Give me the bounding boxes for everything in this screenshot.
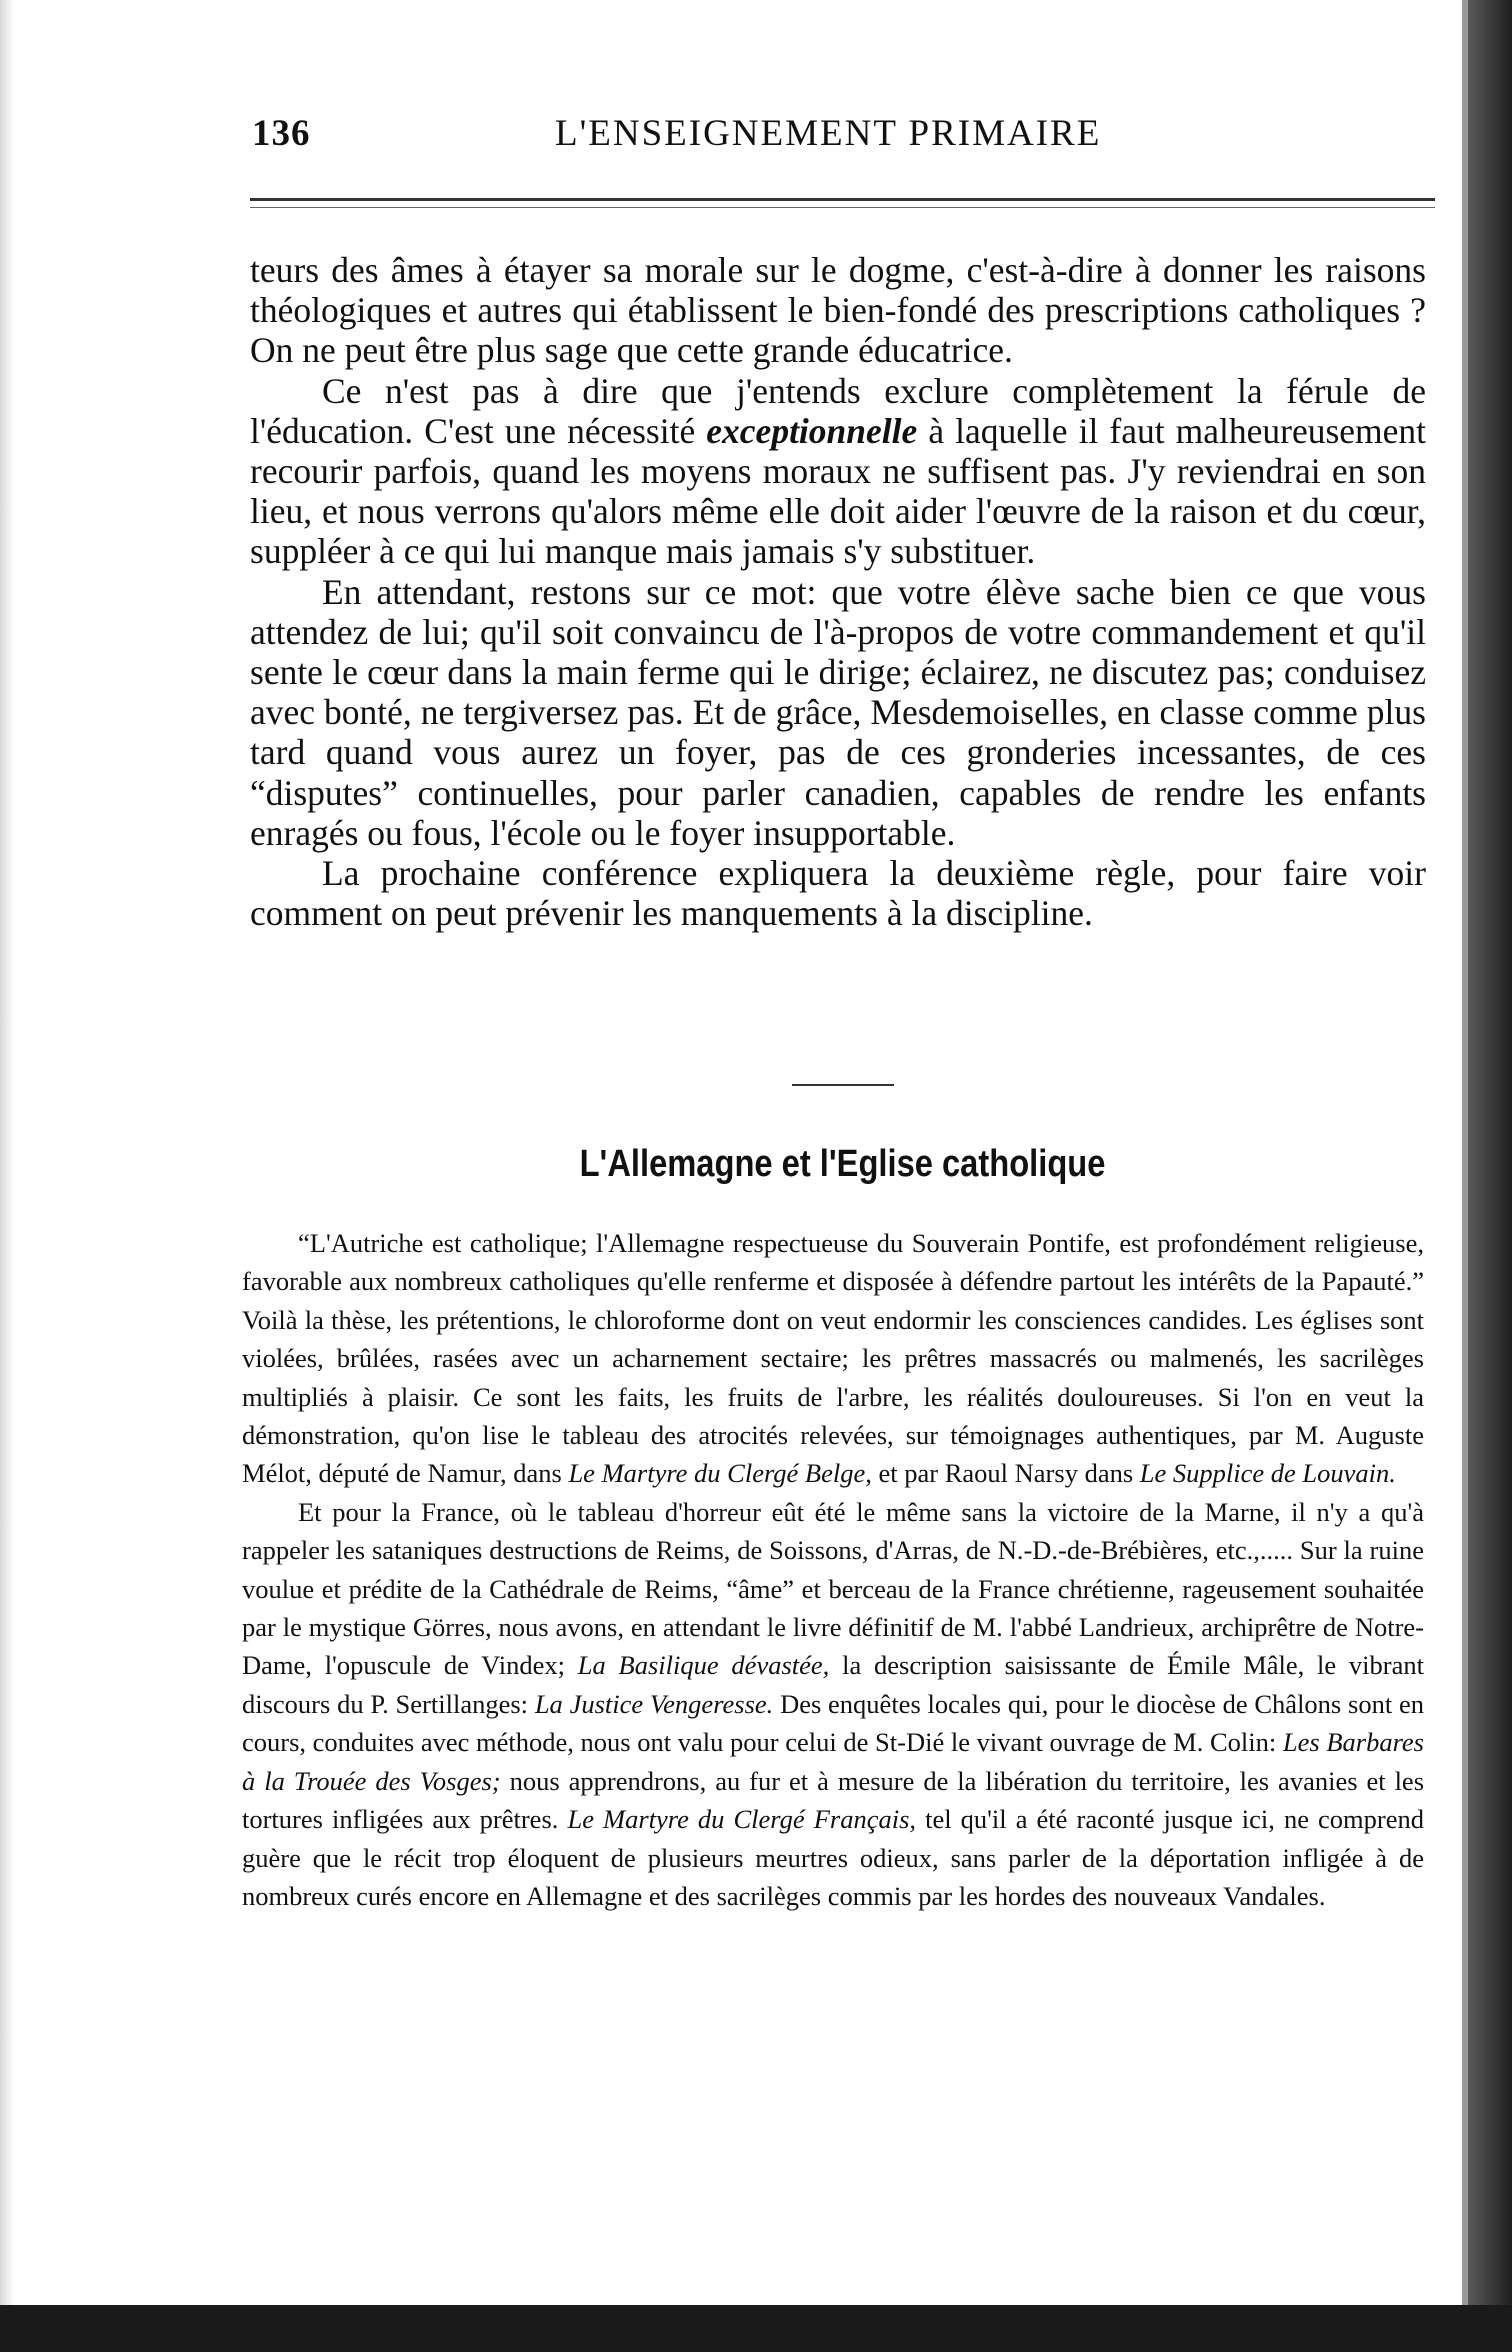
page-number: 136 [252,113,311,154]
paragraph: teurs des âmes à étayer sa morale sur le dogme, c'est-à-dire à donner les raisons théologiques et autres qui établissent le bien-fondé des prescriptions catholiques ? On ne peut être plus sage que cette grande éducatrice. [250,250,1426,371]
text-run: “L'Autriche est catholique; l'Allemagne respectueuse du Souverain Pontife, est profondément religieuse, favorable aux nombreux catholiques qu'elle renferme et disposée à défendre partout les intérêts de la Papauté.” Voilà la thèse, les prétentions, le chloroforme dont on veut endormir les consciences candides. Les églises sont violées, brûlées, rasées avec un acharnement sectaire; les prêtres massacrés ou malmenés, les sacrilèges multipliés à plaisir. Ce sont les faits, les fruits de l'arbre, les réalités douloureuses. Si l'on en veut la démonstration, qu'on lise le tableau des atrocités relevées, sur témoignages authentiques, par M. Auguste Mélot, député de Namur, dans [242,1228,1424,1489]
text-run: et par Raoul Narsy dans [871,1458,1140,1489]
header-rule [250,198,1435,201]
running-title: L'ENSEIGNEMENT PRIMAIRE [555,113,1102,154]
book-title: Le Supplice de Louvain. [1139,1458,1396,1489]
paragraph [242,1493,1424,1915]
book-title: Le Martyre du Clergé Français, [567,1804,917,1835]
article-text [242,1224,1424,1915]
section-separator [792,1084,894,1086]
emphasis: exceptionnelle [706,410,918,451]
text-run: Et pour la France, où le tableau d'horreur eût été le même sans la victoire de la Marne, il n'y a qu'à rappeler les sataniques destructions de Reims, de Soissons, d'Arras, de N.-D.-de-Brébières, etc.,..... Sur la ruine voulue et prédite de la Cathédrale de Reims, “âme” et berceau de la France chrétienne, rageusement souhaitée par le mystique Görres, nous avons, en attendant le livre définitif de M. l'abbé Landrieux, archiprêtre de Notre-Dame, l'opuscule de Vindex; [242,1496,1424,1681]
paragraph [250,371,1426,572]
essay-text [250,250,1426,933]
book-title: Les Barbares à la Trouée des Vosges; [242,1727,1424,1796]
text-run: Des enquêtes locales qui, pour le diocèse de Châlons sont en cours, conduites avec méthode, nous ont valu pour celui de St-Dié le vivant ouvrage de M. Colin: [242,1688,1424,1758]
text-run: tel qu'il a été raconté jusque ici, ne comprend guère que le récit trop éloquent de plusieurs meurtres odieux, sans parler de la déportation infligée à de nombreux curés encore en Allemagne et des sacrilèges commis par les hordes des nouveaux Vandales. [242,1804,1424,1911]
paragraph: En attendant, restons sur ce mot: que votre élève sache bien ce que vous attendez de lui; qu'il soit convaincu de l'à-propos de votre commandement et qu'il sente le cœur dans la main ferme qui le dirige; éclairez, ne discutez pas; conduisez avec bonté, ne tergiversez pas. Et de grâce, Mesdemoiselles, en classe comme plus tard quand vous aurez un foyer, pas de ces gronderies incessantes, de ces “disputes” continuelles, pour parler canadien, capables de rendre les enfants enragés ou fous, l'école ou le foyer insupportable. [250,571,1426,853]
page-header [250,112,1440,162]
text-run: la description saisissante de Émile Mâle, le vibrant discours du P. Sertillanges: [242,1650,1424,1719]
text-run: à laquelle il faut malheureusement recourir parfois, quand les moyens moraux ne suffisent pas. J'y reviendrai en son lieu, et nous verrons qu'alors même elle doit aider l'œuvre de la raison et du cœur, suppléer à ce qui lui manque mais jamais s'y substituer. [250,410,1427,572]
book-title: La Justice Vengeresse. [534,1688,774,1719]
text-run: nous apprendrons, au fur et à mesure de la libération du territoire, les avanies et les tortures infligées aux prêtres. [242,1765,1425,1835]
header-rule-thin [250,207,1435,208]
book-title: La Basilique dévastée, [577,1650,830,1681]
text-run: Ce n'est pas à dire que j'entends exclure complètement la férule de l'éducation. C'est une nécessité [250,370,1426,451]
book-spine-edge [1468,0,1512,2305]
paragraph: La prochaine conférence expliquera la deuxième règle, pour faire voir comment on peut prévenir les manquements à la discipline. [250,853,1426,934]
section-title: L'Allemagne et l'Eglise catholique [579,1143,1106,1185]
book-title: Le Martyre du Clergé Belge, [568,1458,872,1489]
paragraph [242,1224,1424,1493]
page-gutter-shadow [0,0,14,2305]
